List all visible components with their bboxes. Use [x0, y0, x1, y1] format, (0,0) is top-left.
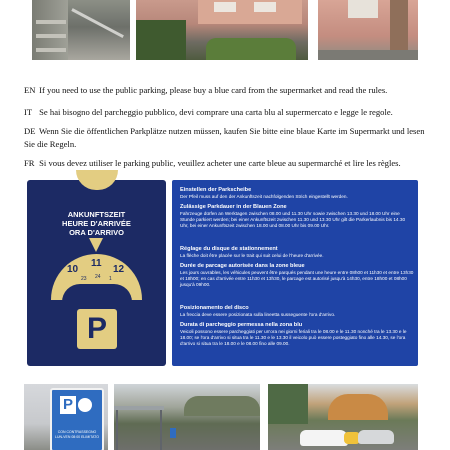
disc-arrow-icon	[89, 238, 103, 252]
sign-text: CON CONTRASSEGNO LUN-VEN 08:00 ELIMITATO	[55, 430, 99, 439]
paragraph-de	[24, 125, 434, 151]
disc-icon	[78, 398, 92, 412]
lang-code: EN	[24, 85, 36, 95]
rule-heading: Réglage du disque de stationnement	[180, 246, 278, 252]
dial-small-number: 23	[81, 276, 87, 282]
lang-code: DE	[24, 126, 36, 136]
rule-text: Veicoli possono essere parcheggiati per un'ora nei giorni feriali tra le 08.00 e le 11.30 nonché tra le 13.30 e le 18.00; se l'ora d'arrivo si situa tra le 11.30 e le 13.30 il veicolo può essere posteggiato fino alle 14.30, se l'ora d'arrivo si situa tra le 18.00 e le 08.00 fino alle 09.00.	[180, 329, 407, 347]
rule-text: La freccia deve essere posizionata sulla lineetta susseguente l'ora d'arrivo.	[180, 312, 336, 317]
paragraph-fr	[24, 157, 434, 170]
paragraph-it	[24, 106, 434, 119]
paragraph-text: Si vous devez utiliser le parking public, veuillez acheter une carte bleue au supermarché et lire les règles.	[39, 158, 401, 168]
photo-parked-cars	[268, 384, 418, 450]
photo-parking-lot	[114, 384, 260, 450]
dial-number: 12	[113, 264, 125, 275]
paragraph-text: Se hai bisogno del parcheggio pubblico, devi comprare una carta blu al supermercato e legge le regole.	[39, 107, 393, 117]
carport-pole	[160, 410, 162, 450]
parking-sign-post	[170, 428, 176, 438]
parking-rules-panel	[172, 180, 418, 366]
photo-courtyard	[136, 0, 308, 60]
photo-house-entrance	[318, 0, 418, 60]
rule-heading: Durata di parcheggio permessa nella zona blu	[180, 322, 303, 328]
dial-small-number: 24	[95, 274, 101, 280]
dial-number: 11	[91, 258, 102, 269]
rule-heading: Durée de parcage autorisée dans la zone bleue	[180, 263, 305, 269]
paragraph-text: If you need to use the public parking, please buy a blue card from the supermarket and read the rules.	[39, 85, 388, 95]
lang-code: FR	[24, 158, 35, 168]
rule-text: Fahrzeuge dürfen an Werktagen zwischen 08.00 und 11.30 Uhr sowie zwischen 13.30 und 18.00 Uhr eine Stunde parkiert werden; bei einer Ankunftszeit zwischen 11.30 und 13.30 Uhr gilt die Parkerlaubnis bis 14.30 Uhr, bei einer Ankunftszeit zwischen 18.00 und 08.00 Uhr bis 09.00 Uhr.	[180, 211, 406, 229]
parking-sign	[50, 388, 104, 450]
rule-text: La flèche doit être placée sur le trait qui suit celui de l'heure d'arrivée.	[180, 253, 324, 258]
paragraph-text: Wenn Sie die öffentlichen Parkplätze nutzen müssen, kaufen Sie bitte eine blaue Karte im Supermarkt und lesen Sie die Regeln.	[24, 126, 425, 149]
dial-small-number: 1	[109, 276, 112, 282]
disc-title-it: ORA D'ARRIVO	[69, 228, 124, 237]
paragraph-en	[24, 84, 434, 97]
car-white	[300, 430, 348, 446]
rule-heading: Einstellen der Parkscheibe	[180, 187, 252, 193]
disc-title-fr: HEURE D'ARRIVÉE	[62, 219, 131, 228]
disc-top-arc	[76, 170, 118, 190]
carport-pole	[116, 410, 118, 450]
parking-disc	[27, 180, 166, 366]
car-silver	[358, 430, 394, 444]
photo-parking-sign	[24, 384, 108, 450]
disc-title-de: ANKUNFTSZEIT	[67, 210, 126, 219]
parking-p-icon: P	[60, 396, 76, 414]
carport-roof	[114, 406, 164, 410]
photo-stairway	[32, 0, 130, 60]
rule-heading: Zulässige Parkdauer in der Blauen Zone	[180, 204, 287, 210]
lang-code: IT	[24, 107, 33, 117]
dial-number: 10	[67, 264, 79, 275]
parking-p-icon: P	[77, 309, 117, 349]
rule-text: Les jours ouvrables, les véhicules peuvent être parqués pendant une heure entre 08h00 et 11h30 et entre 13h30 et 18h00; en cas d'arrivée entre 11h30 et 13h30, le parcage est autorisé jusqu'à 14h30, entre 18h00 et 08h00 jusqu'à 09h00.	[180, 270, 414, 288]
disc-window	[62, 284, 132, 302]
rule-text: Der Pfeil muss auf den der Ankunftszeit nachfolgenden Strich eingestellt werden.	[180, 194, 348, 199]
rule-heading: Posizionamento del disco	[180, 305, 249, 311]
